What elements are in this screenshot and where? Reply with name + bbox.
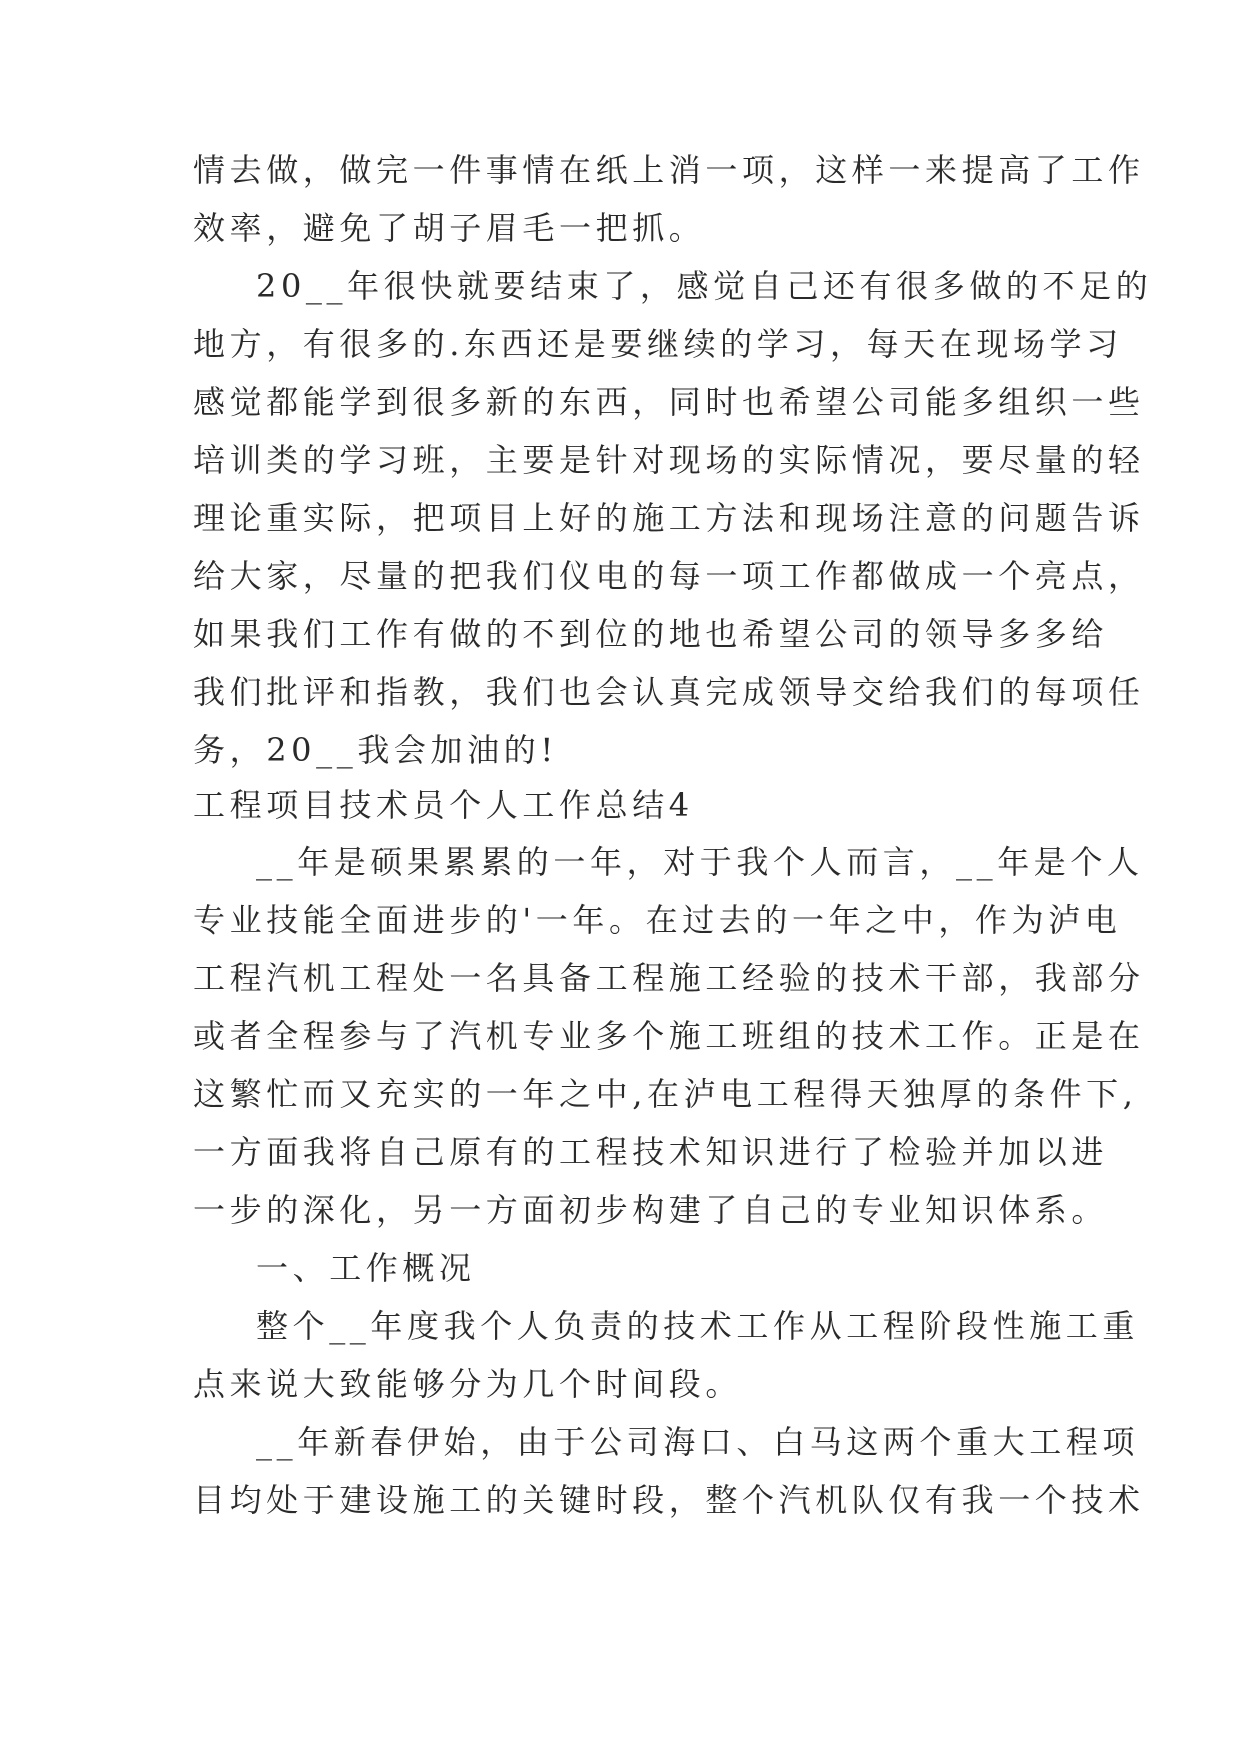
paragraph-start-line: 20__年很快就要结束了，感觉自己还有很多做的不足的	[256, 267, 1153, 305]
paragraph-start-line: 整个__年度我个人负责的技术工作从工程阶段性施工重	[256, 1307, 1140, 1345]
section-heading: 工程项目技术员个人工作总结4	[193, 786, 694, 824]
text-line: 一方面我将自己原有的工程技术知识进行了检验并加以进	[193, 1133, 1109, 1171]
text-line: 如果我们工作有做的不到位的地也希望公司的领导多多给	[193, 615, 1109, 653]
text-line: 专业技能全面进步的'一年。在过去的一年之中，作为泸电	[193, 901, 1122, 939]
text-line: 这繁忙而又充实的一年之中,在泸电工程得天独厚的条件下,	[193, 1075, 1138, 1113]
text-line: 效率，避免了胡子眉毛一把抓。	[193, 209, 706, 247]
text-line: 一步的深化，另一方面初步构建了自己的专业知识体系。	[193, 1191, 1109, 1229]
text-line: 工程汽机工程处一名具备工程施工经验的技术干部，我部分	[193, 959, 1145, 997]
text-line: 目均处于建设施工的关键时段，整个汽机队仅有我一个技术	[193, 1481, 1145, 1519]
text-line: 务，20__我会加油的!	[193, 731, 558, 769]
text-line: 给大家，尽量的把我们仪电的每一项工作都做成一个亮点，	[193, 557, 1145, 595]
paragraph-start-line: __年新春伊始，由于公司海口、白马这两个重大工程项	[256, 1423, 1140, 1461]
text-line: 地方，有很多的.东西还是要继续的学习，每天在现场学习	[193, 325, 1123, 363]
paragraph-start-line: __年是硕果累累的一年，对于我个人而言，__年是个人	[256, 843, 1144, 881]
text-line: 理论重实际，把项目上好的施工方法和现场注意的问题告诉	[193, 499, 1145, 537]
subheading: 一、工作概况	[256, 1249, 476, 1287]
text-line: 感觉都能学到很多新的东西，同时也希望公司能多组织一些	[193, 383, 1145, 421]
text-line: 培训类的学习班，主要是针对现场的实际情况，要尽量的轻	[193, 441, 1145, 479]
text-line: 点来说大致能够分为几个时间段。	[193, 1365, 743, 1403]
text-line: 情去做，做完一件事情在纸上消一项，这样一来提高了工作	[193, 151, 1145, 189]
text-line: 或者全程参与了汽机专业多个施工班组的技术工作。正是在	[193, 1017, 1145, 1055]
text-line: 我们批评和指教，我们也会认真完成领导交给我们的每项任	[193, 673, 1145, 711]
